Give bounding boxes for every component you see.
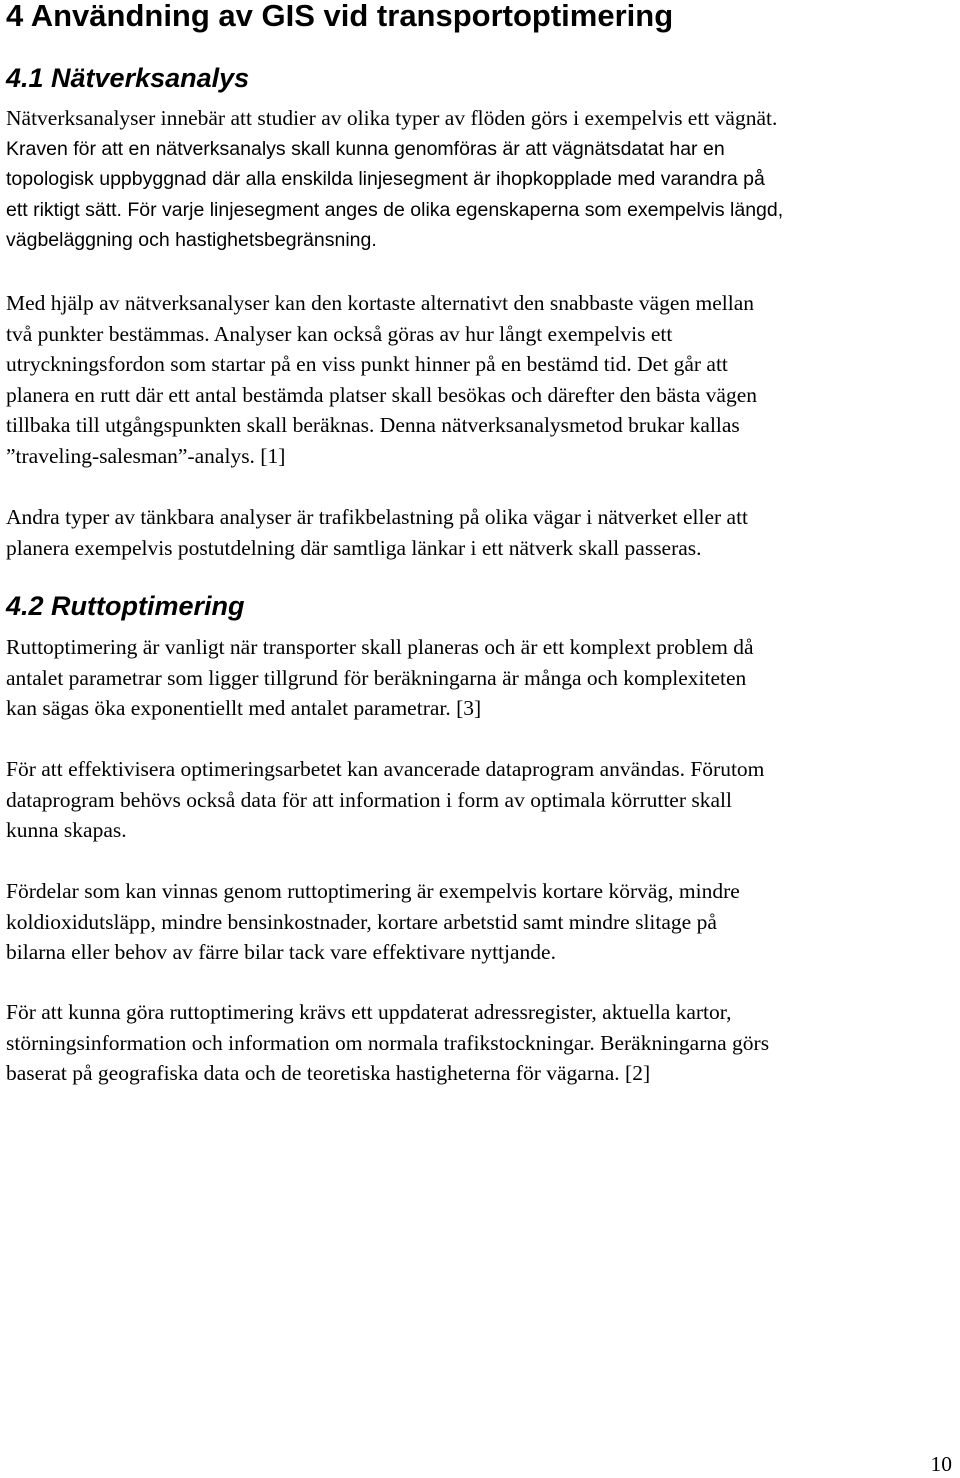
paragraph-krav: [6, 997, 946, 1089]
text-segment: För varje linjesegment anges de olika egenskaperna som exempelvis längd,: [121, 198, 784, 221]
text-line: Ruttoptimering är vanligt när transporter skall planeras och är ett komplext problem då: [6, 635, 754, 659]
paragraph-fordelar: [6, 876, 946, 968]
text-line: Andra typer av tänkbara analyser är trafikbelastning på olika vägar i nätverket eller att: [6, 505, 749, 529]
text-segment: Denna nätverksanalysmetod brukar kallas: [374, 413, 740, 437]
paragraph-dataprogram: [6, 754, 946, 846]
text-segment: Det går att: [631, 352, 728, 376]
text-line: kan sägas öka exponentiellt med antalet parametrar. [3]: [6, 696, 482, 720]
text-line: [6, 410, 946, 441]
text-segment: ett riktigt sätt.: [6, 198, 122, 221]
section-heading-natverksanalys: 4.1 Nätverksanalys: [6, 63, 250, 93]
paragraph-natverksanalys-intro: [6, 103, 946, 256]
text-line: planera en rutt där ett antal bestämda platser skall besökas och därefter den bästa vägen: [6, 382, 757, 407]
text-line: störningsinformation och information om normala trafikstockningar. Beräkningarna görs: [6, 1030, 770, 1055]
text-line: För att kunna göra ruttoptimering krävs ett uppdaterat adressregister, aktuella kartor,: [6, 1000, 732, 1024]
text-line: [6, 319, 946, 350]
text-line: antalet parametrar som ligger tillgrund för beräkningarna är många och komplexiteten: [6, 665, 747, 690]
text-line: planera exempelvis postutdelning där samtliga länkar i ett nätverk skall passeras.: [6, 535, 702, 560]
text-line: dataprogram behövs också data för att information i form av optimala körrutter skall: [6, 787, 732, 812]
paragraph-other-analyses: [6, 502, 946, 563]
text-line: Kraven för att en nätverksanalys skall kunna genomföras är att vägnätsdatat har en: [6, 137, 725, 160]
text-line: vägbeläggning och hastighetsbegränsning.: [6, 229, 377, 251]
chapter-heading: 4 Användning av GIS vid transportoptimering: [6, 0, 674, 33]
paragraph-ruttoptimering-intro: [6, 632, 946, 724]
text-segment: tillbaka till utgångspunkten skall beräknas.: [6, 413, 375, 437]
page-number: 10: [930, 1452, 952, 1476]
text-line: bilarna eller behov av färre bilar tack vare effektivare nyttjande.: [6, 940, 556, 964]
text-segment: utryckningsfordon som startar på en viss punkt hinner på en bestämd tid.: [6, 352, 632, 376]
text-line: ”traveling-salesman”-analys. [1]: [6, 443, 286, 468]
text-segment: två punkter bestämmas.: [6, 321, 210, 346]
paragraph-shortest-path: [6, 288, 946, 471]
section-heading-ruttoptimering: 4.2 Ruttoptimering: [6, 591, 245, 621]
text-line: [6, 349, 946, 380]
text-line: kunna skapas.: [6, 818, 127, 842]
text-line: Nätverksanalyser innebär att studier av olika typer av flöden görs i exempelvis ett vägnät.: [6, 106, 778, 130]
text-line: baserat på geografiska data och de teoretiska hastigheterna för vägarna. [2]: [6, 1061, 651, 1085]
text-line: Med hjälp av nätverksanalyser kan den kortaste alternativt den snabbaste vägen mellan: [6, 291, 755, 315]
text-line: koldioxidutsläpp, mindre bensinkostnader, kortare arbetstid samt mindre slitage på: [6, 909, 717, 934]
text-line: För att effektivisera optimeringsarbetet kan avancerade dataprogram användas. Förutom: [6, 757, 765, 781]
text-line: [6, 195, 946, 226]
text-segment: Analyser kan också göras av hur långt exempelvis ett: [209, 321, 673, 346]
text-line: topologisk uppbyggnad där alla enskilda linjesegment är ihopkopplade med varandra på: [6, 168, 765, 190]
text-line: Fördelar som kan vinnas genom ruttoptimering är exempelvis kortare körväg, mindre: [6, 879, 740, 903]
